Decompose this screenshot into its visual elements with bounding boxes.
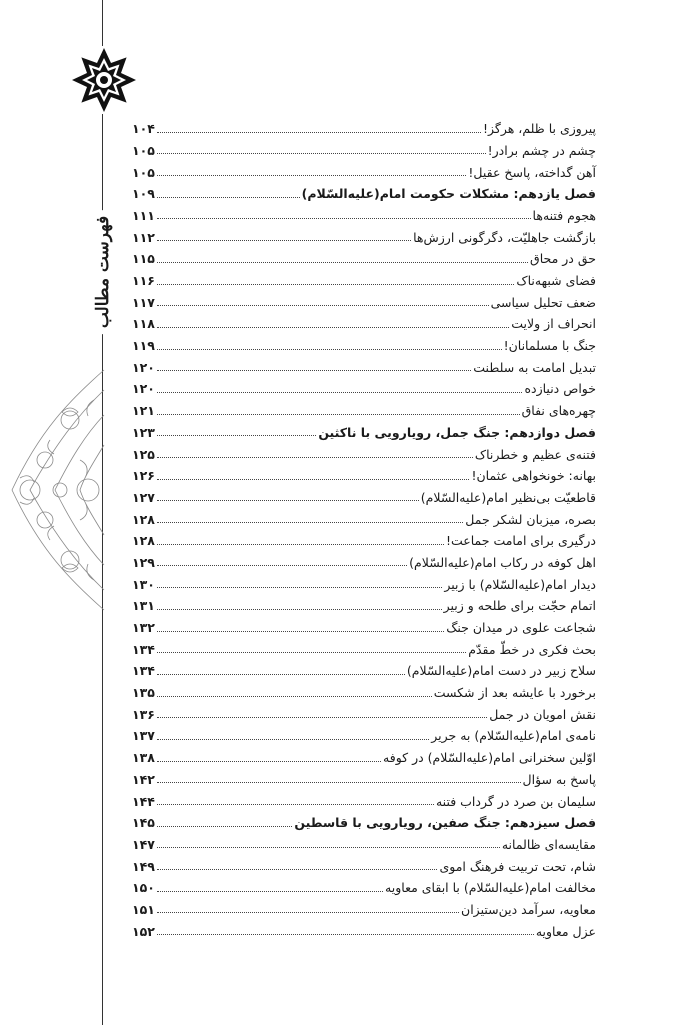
toc-entry[interactable]	[132, 743, 596, 765]
toc-page-number: ۱۳۴	[132, 663, 155, 679]
toc-dot-leader	[157, 153, 486, 154]
toc-dot-leader	[157, 891, 383, 892]
toc-entry[interactable]	[132, 461, 596, 483]
toc-entry[interactable]	[132, 201, 596, 223]
toc-entry[interactable]	[132, 483, 596, 505]
toc-page-number: ۱۲۶	[132, 468, 155, 484]
toc-dot-leader	[157, 284, 515, 285]
star-ornament-icon	[70, 46, 138, 114]
toc-page-number: ۱۱۲	[132, 229, 155, 245]
toc-entry-title: جنگ با مسلمانان!	[503, 338, 596, 354]
toc-entry[interactable]	[132, 591, 596, 613]
toc-page-number: ۱۵۰	[132, 880, 155, 896]
toc-entry-title: شام، تحت تربیت فرهنگ اموی	[439, 858, 596, 874]
toc-chapter-entry[interactable]	[132, 418, 596, 440]
toc-page-number: ۱۳۶	[132, 706, 155, 722]
toc-entry[interactable]	[132, 700, 596, 722]
toc-dot-leader	[157, 847, 500, 848]
toc-page-number: ۱۲۵	[132, 446, 155, 462]
toc-entry[interactable]	[132, 157, 596, 179]
toc-entry[interactable]	[132, 439, 596, 461]
toc-page-number: ۱۰۵	[132, 164, 155, 180]
toc-entry[interactable]	[132, 309, 596, 331]
toc-dot-leader	[157, 522, 463, 523]
toc-entry[interactable]	[132, 288, 596, 310]
toc-entry-title: برخورد با عایشه بعد از شکست	[433, 685, 596, 701]
toc-dot-leader	[157, 717, 487, 718]
toc-entry[interactable]	[132, 613, 596, 635]
toc-entry[interactable]	[132, 374, 596, 396]
toc-dot-leader	[157, 804, 434, 805]
toc-entry-title: بحث فکری در خطّ مقدّم	[468, 641, 596, 657]
toc-entry-title: مخالفت امام(علیه‌السّلام) با ابقای معاویه	[385, 880, 596, 896]
toc-entry-title: فتنه‌ی عظیم و خطرناک	[474, 446, 596, 462]
toc-page-number: ۱۳۲	[132, 620, 155, 635]
toc-page-number: ۱۳۱	[132, 598, 155, 614]
toc-entry[interactable]	[132, 353, 596, 375]
toc-entry[interactable]	[132, 244, 596, 266]
toc-dot-leader	[157, 262, 528, 263]
toc-page-number: ۱۲۸	[132, 533, 155, 549]
toc-dot-leader	[157, 414, 520, 415]
toc-entry-title: خواص دنیازده	[524, 381, 596, 397]
toc-entry[interactable]	[132, 504, 596, 526]
toc-page-number: ۱۱۹	[132, 338, 155, 354]
toc-entry-title: بازگشت جاهلیّت، دگرگونی ارزش‌ها	[413, 229, 596, 245]
toc-dot-leader	[157, 457, 473, 458]
toc-dot-leader	[157, 240, 411, 241]
toc-dot-leader	[157, 349, 502, 350]
toc-dot-leader	[157, 175, 467, 176]
toc-entry-title: آهن گداخته، پاسخ عقیل!	[468, 164, 596, 180]
toc-entry-title: پیروزی با ظلم، هرگز!	[482, 121, 596, 137]
toc-page-number: ۱۲۸	[132, 511, 155, 527]
toc-entry-title: معاویه، سرآمد دین‌ستیزان	[461, 901, 596, 917]
toc-page-number: ۱۳۰	[132, 576, 155, 592]
toc-page-number: ۱۴۷	[132, 836, 155, 852]
toc-entry[interactable]	[132, 396, 596, 418]
toc-dot-leader	[157, 392, 523, 393]
toc-entry-title: عزل معاویه	[535, 923, 596, 939]
table-of-contents	[132, 114, 596, 938]
toc-dot-leader	[157, 674, 405, 675]
toc-page-number: ۱۵۲	[132, 923, 155, 939]
toc-entry-title: چشم در چشم برادر!	[487, 142, 596, 158]
toc-entry-title: اوّلین سخنرانی امام(علیه‌السّلام) در کوفه	[383, 750, 596, 766]
toc-chapter-entry[interactable]	[132, 808, 596, 830]
arabesque-ornament-icon	[0, 360, 112, 620]
toc-entry-title: حق در محاق	[530, 251, 596, 267]
toc-entry[interactable]	[132, 678, 596, 700]
toc-entry[interactable]	[132, 548, 596, 570]
toc-entry-title: اتمام حجّت برای طلحه و زبیر	[443, 598, 596, 614]
toc-page-number: ۱۱۸	[132, 316, 155, 332]
toc-dot-leader	[157, 218, 531, 219]
toc-dot-leader	[157, 327, 509, 328]
toc-entry-title: بصره، میزبان لشکر جمل	[465, 511, 596, 527]
toc-page-number: ۱۲۹	[132, 554, 155, 570]
toc-dot-leader	[157, 500, 419, 501]
toc-entry-title: چهره‌های نفاق	[521, 403, 596, 419]
toc-entry[interactable]	[132, 895, 596, 917]
toc-entry[interactable]	[132, 266, 596, 288]
toc-page-number: ۱۰۴	[132, 121, 155, 137]
toc-dot-leader	[157, 696, 432, 697]
toc-entry[interactable]	[132, 765, 596, 787]
toc-entry-title: فصل یازدهم: مشکلات حکومت امام(علیه‌السّلام)	[301, 186, 596, 202]
toc-page-number: ۱۴۹	[132, 858, 155, 874]
toc-dot-leader	[157, 934, 534, 935]
toc-dot-leader	[157, 132, 481, 133]
toc-entry-title: پاسخ به سؤال	[522, 771, 596, 787]
toc-entry-title: ضعف تحلیل سیاسی	[490, 294, 596, 310]
toc-entry[interactable]	[132, 635, 596, 657]
toc-dot-leader	[157, 912, 459, 913]
toc-chapter-entry[interactable]	[132, 179, 596, 201]
toc-entry[interactable]	[132, 114, 596, 136]
toc-dot-leader	[157, 652, 466, 653]
toc-entry[interactable]	[132, 136, 596, 158]
toc-dot-leader	[157, 609, 442, 610]
toc-page-number: ۱۳۵	[132, 685, 155, 701]
toc-entry[interactable]	[132, 656, 596, 678]
toc-page-number: ۱۱۵	[132, 251, 155, 267]
toc-dot-leader	[157, 544, 444, 545]
toc-dot-leader	[157, 435, 316, 436]
toc-entry-title: نقش امویان در جمل	[489, 706, 596, 722]
toc-page-number: ۱۰۵	[132, 142, 155, 158]
toc-entry[interactable]	[132, 916, 596, 938]
toc-dot-leader	[157, 479, 470, 480]
toc-entry-title: فصل دوازدهم: جنگ جمل، رویارویی با ناکثین	[318, 424, 596, 440]
toc-entry-title: سلیمان بن صرد در گرداب فتنه	[435, 793, 596, 809]
toc-page-number: ۱۲۳	[132, 424, 155, 440]
toc-page-number: ۱۴۴	[132, 793, 155, 809]
toc-entry-title: انحراف از ولایت	[511, 316, 596, 332]
toc-page-number: ۱۲۰	[132, 381, 155, 397]
toc-entry[interactable]	[132, 222, 596, 244]
toc-dot-leader	[157, 869, 438, 870]
toc-entry-title: بهانه: خونخواهی عثمان!	[471, 468, 596, 484]
toc-entry-title: شجاعت علوی در میدان جنگ	[446, 620, 596, 635]
toc-dot-leader	[157, 197, 300, 198]
toc-dot-leader	[157, 739, 429, 740]
toc-entry-title: اهل کوفه در رکاب امام(علیه‌السّلام)	[409, 554, 596, 570]
toc-entry-title: مقایسه‌ای ظالمانه	[501, 836, 596, 852]
toc-entry-title: نامه‌ی امام(علیه‌السّلام) به جریر	[431, 728, 596, 744]
toc-dot-leader	[157, 631, 444, 632]
toc-page-number: ۱۳۴	[132, 641, 155, 657]
toc-entry-title: دیدار امام(علیه‌السّلام) با زبیر	[444, 576, 596, 592]
toc-page-number: ۱۲۱	[132, 403, 155, 419]
toc-page-number: ۱۰۹	[132, 186, 155, 202]
toc-entry[interactable]	[132, 830, 596, 852]
toc-page-number: ۱۲۰	[132, 359, 155, 375]
toc-entry-title: فصل سیزدهم: جنگ صفین، رویارویی با قاسطین	[294, 815, 596, 831]
toc-entry-title: درگیری برای امامت جماعت!	[445, 533, 596, 549]
toc-dot-leader	[157, 370, 471, 371]
toc-page-number: ۱۵۱	[132, 901, 155, 917]
toc-page-number: ۱۲۷	[132, 489, 155, 505]
toc-dot-leader	[157, 565, 407, 566]
toc-entry[interactable]	[132, 873, 596, 895]
toc-entry[interactable]	[132, 721, 596, 743]
toc-entry[interactable]	[132, 331, 596, 353]
toc-entry[interactable]	[132, 851, 596, 873]
toc-page-number: ۱۴۲	[132, 771, 155, 787]
toc-dot-leader	[157, 587, 442, 588]
toc-page-number: ۱۱۷	[132, 294, 155, 310]
toc-entry-title: هجوم فتنه‌ها	[532, 207, 596, 223]
toc-entry-title: تبدیل امامت به سلطنت	[473, 359, 596, 375]
toc-entry-title: قاطعیّت بی‌نظیر امام(علیه‌السّلام)	[420, 489, 596, 505]
toc-dot-leader	[157, 826, 292, 827]
toc-page-number: ۱۳۷	[132, 728, 155, 744]
toc-entry[interactable]	[132, 786, 596, 808]
toc-page-number: ۱۱۶	[132, 273, 155, 288]
toc-entry[interactable]	[132, 569, 596, 591]
toc-dot-leader	[157, 782, 521, 783]
toc-entry-title: فضای شبهه‌ناک	[516, 273, 596, 288]
toc-dot-leader	[157, 305, 489, 306]
toc-page-number: ۱۴۵	[132, 815, 155, 831]
toc-page-number: ۱۱۱	[132, 207, 155, 223]
toc-dot-leader	[157, 761, 381, 762]
toc-page-number: ۱۳۸	[132, 750, 155, 766]
toc-entry-title: سلاح زبیر در دست امام(علیه‌السّلام)	[406, 663, 596, 679]
toc-entry[interactable]	[132, 526, 596, 548]
